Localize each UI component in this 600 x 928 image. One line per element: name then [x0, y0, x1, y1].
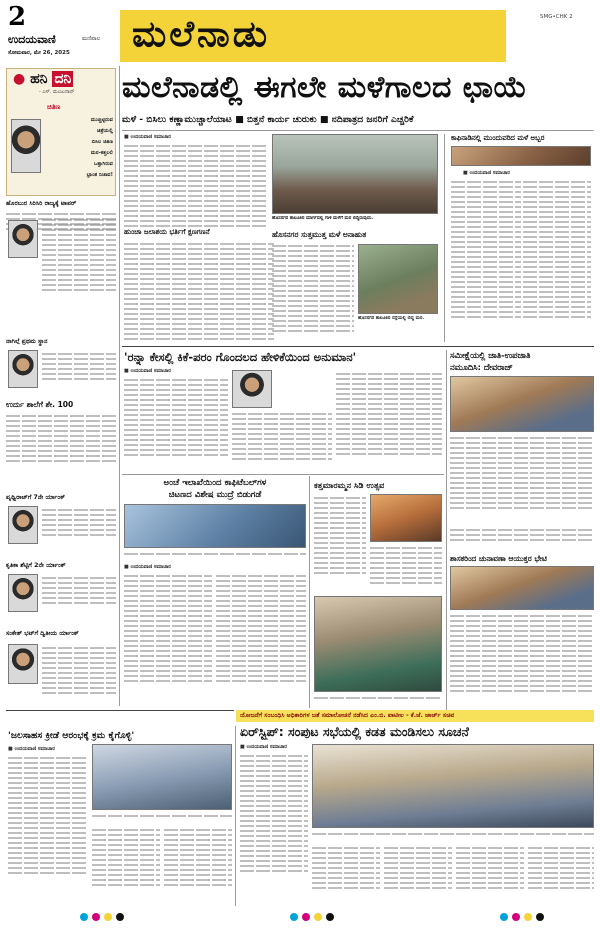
- festival-body: [314, 494, 366, 592]
- meeting-caption-left: [92, 812, 232, 824]
- paper-name: ಉದಯವಾಣಿ: [8, 33, 56, 46]
- story-body-lines: [42, 506, 116, 556]
- lead-body-dam: [124, 240, 274, 344]
- visit-body: [450, 612, 594, 708]
- story-headline: ಕೃತಿಕಾ ಶೆಟ್ಟಿಗೆ 2ನೇ ರ್ಯಾಂಕ್: [6, 562, 66, 569]
- airstrip-body-col4: [456, 844, 524, 904]
- festival-body-2: [370, 544, 442, 594]
- rana-case-headline: 'ರನ್ನಾ ಕೇಸಲ್ಲಿ ಕಿಕೆ-ಪರಂ ಗೊಂದಲದ ಹೇಳಿಕೆಯಿಂದ ಅನುಮಾನ': [124, 350, 357, 364]
- section-title: ಮಲೆನಾಡು: [132, 14, 271, 55]
- postal-headline-1: ಅಂಚೆ ಇಲಾಖೆಯಿಂದ ಕಾಫಿಟೆಬಲ್‌ಗಳ: [163, 478, 267, 488]
- color-dot: [92, 913, 100, 921]
- story-body-lines: [42, 644, 116, 734]
- color-dot: [314, 913, 322, 921]
- color-dot: [302, 913, 310, 921]
- poem-line: ಮನ-ಕತ್ತಲಲಿ: [90, 150, 113, 156]
- story-headline: ಪೃಥ್ವಿರಾಜ್‌ಗೆ 7ನೇ ರ್ಯಾಂಕ್: [6, 494, 66, 501]
- story-body-lines: [42, 350, 116, 396]
- lead-headline: ಮಲೆನಾಡಲ್ಲಿ ಈಗಲೇ ಮಳೆಗಾಲದ ಛಾಯೆ: [122, 70, 528, 105]
- lead-photo-caption: ಹೊಸನಗರ ತಾಲೂಕಿನ ಮಾರ್ಗದಲ್ಲಿ ಗಾಳಿ ಮಳೆಗೆ ಮರ ಬಿದ್ದಿರುವುದು.: [272, 216, 374, 221]
- right-story-body-col2: [523, 178, 591, 338]
- story-headline: ಹೊರಬುರ ಸಿರಿಸಿರಿ ರಾಜ್ಯಕ್ಕೆ ಟಾಪರ್: [6, 200, 77, 207]
- poem-line: ಭ್ರಾಂತ ನಿಜಾವ!: [86, 172, 113, 178]
- caste-survey-headline-1: ಸಮೀಕ್ಷೆಯಲ್ಲಿ ಜಾತಿ-ಉಪಜಾತಿ: [450, 350, 531, 360]
- postal-event-photo: [124, 504, 306, 548]
- column-rule: [309, 476, 310, 708]
- poem-author: - ಎಸ್. ಮಂಜುನಾಥ್: [39, 89, 75, 95]
- date-line: ಸೋಮವಾರ, ಮೇ 26, 2025: [8, 50, 70, 56]
- drop-icon: ●: [13, 71, 26, 87]
- airstrip-photo-caption: [312, 830, 594, 842]
- poem-line: ಬಿಸಿಲ ಚಿತಿಣ: [91, 139, 113, 145]
- rana-body-col1: [124, 376, 228, 472]
- bottom-banner-text: ಯೋಜನೆಗೆ ಸಂಬಂಧಿಸಿ ಅಧಿಕಾರಿಗಳ ಜತೆ ಸಮಾಲೋಚನೆ ನಡೆಸಿದ ಎಂ.ಬಿ. ಪಾಟೀಲ - ಕೆ.ಜೆ. ಜಾರ್ಜ್ ಸಚಿವ: [240, 712, 455, 719]
- lead-headline-band: [122, 66, 594, 112]
- lead-byline: ■ ಉದಯವಾಣಿ ಸಮಾಚಾರ: [124, 134, 171, 140]
- festival-crowd-photo: [314, 596, 442, 692]
- postal-body-col2: [216, 572, 306, 708]
- rana-body-col2: [232, 410, 332, 472]
- section-rule: [122, 474, 444, 475]
- poem-line: ಮುಚ್ಚಿಟ್ಟಿರುವ: [90, 117, 113, 123]
- student-photo: [8, 506, 38, 544]
- lead-subhead-damage: ಹೊಸನಗರ ಸುತ್ತಮುತ್ತ ಮಳೆ ಅನಾಹುತ: [272, 230, 367, 239]
- section-title-band: [120, 10, 506, 62]
- honey-dani-box: [6, 68, 116, 196]
- right-story-body: [451, 178, 521, 338]
- registration-marks: [0, 910, 600, 924]
- poem-line: ಚಿತ್ರೆಯಲ್ಲಿ: [96, 128, 113, 134]
- caste-survey-body-2: [450, 526, 594, 554]
- meeting-photo-left: [92, 744, 232, 810]
- lead-photo-truck: [272, 134, 438, 214]
- right-story-headline: ಕಾಫಿನಾಡಿನಲ್ಲಿ ಮುಂದುವರಿದ ಮಳೆ ಅಬ್ಬರ: [451, 134, 545, 142]
- color-dot: [116, 913, 124, 921]
- right-story-box: [444, 134, 594, 342]
- color-dot: [512, 913, 520, 921]
- poem-illustration: [11, 119, 41, 173]
- bottom-banner: [236, 710, 594, 722]
- right-story-photo: [451, 146, 591, 166]
- poem-title: ಚಿತಿಣ: [47, 103, 61, 111]
- color-dot: [104, 913, 112, 921]
- column-rule: [235, 726, 236, 906]
- color-dot: [290, 913, 298, 921]
- color-dot: [326, 913, 334, 921]
- festival-headline: ಕತ್ತಮಾರಮ್ಮನ ಸಿಡಿ ಉತ್ಸವ: [314, 480, 385, 490]
- dani-logo-text: ದನಿ: [54, 71, 72, 87]
- right-story-byline: ■ ಉದಯವಾಣಿ ಸಮಾಚಾರ: [463, 170, 510, 176]
- postal-byline: ■ ಉದಯವಾಣಿ ಸಮಾಚಾರ: [124, 564, 171, 570]
- section-rule: [6, 710, 234, 711]
- story-headline: ಉರ್ದು ಶಾಲೆಗೆ ಶೇ. 100: [6, 400, 74, 409]
- airstrip-body-col3: [384, 844, 452, 904]
- fallen-tree-photo: [358, 244, 438, 314]
- lead-kicker: ಮಳೆ - ಬಿಸಿಲು ಕಣ್ಣಾಮುಚ್ಚಾಲೆಯಾಟ ■ ಬಿತ್ತನೆ ಕಾರ್ಯ ಚುರುಕು ■ ನದಿಪಾತ್ರದ ಜನರಿಗೆ ಎಚ್ಚರಿಕೆ: [122, 114, 414, 125]
- caste-survey-body: [450, 434, 594, 524]
- color-dot: [80, 913, 88, 921]
- water-sports-body-col2: [92, 826, 160, 904]
- lead-body-damage: [272, 242, 354, 342]
- airstrip-byline: ■ ಉದಯವಾಣಿ ಸಮಾಚಾರ: [240, 744, 287, 750]
- airstrip-meeting-photo: [312, 744, 594, 828]
- masthead: [0, 0, 600, 64]
- rana-byline: ■ ಉದಯವಾಣಿ ಸಮಾಚಾರ: [124, 368, 171, 374]
- festival-photo-caption: [314, 694, 442, 708]
- airstrip-body-col1: [240, 752, 308, 904]
- lead-subhead-dam: ಹುಂಚಾ ಜಲಾಶಯ ಭರ್ತಿಗೆ ಕ್ಷಣಗಣನೆ: [124, 228, 210, 236]
- story-body-lines: [42, 216, 116, 336]
- edition-code: SMG•CHK 2: [540, 14, 573, 20]
- caste-survey-photo: [450, 376, 594, 432]
- column-rule: [446, 350, 447, 710]
- story-headline: ನಾಗಿಲ್ಗೆ ಪ್ರಥಮ ಸ್ಥಾನ: [6, 338, 48, 345]
- water-sports-body-col1: [8, 754, 88, 904]
- color-dot: [500, 913, 508, 921]
- water-sports-body-col3: [164, 826, 232, 904]
- student-photo: [8, 574, 38, 612]
- student-photo: [8, 220, 38, 258]
- student-photo: [8, 644, 38, 684]
- edition-name: ಮಣಿಪಾಲ: [82, 36, 101, 42]
- fallen-tree-caption: ಹೊಸನಗರ ತಾಲೂಕಿನ ರಸ್ತೆಯಲ್ಲಿ ಬಿದ್ದ ಮರ.: [358, 316, 425, 321]
- airstrip-body-col2: [312, 844, 380, 904]
- lead-body: [124, 142, 266, 228]
- honey-dani-logo: [13, 71, 73, 87]
- color-dot: [524, 913, 532, 921]
- student-photo: [8, 350, 38, 388]
- section-rule: [122, 346, 594, 347]
- postal-photo-caption: [124, 550, 306, 562]
- postal-body-col1: [124, 572, 212, 708]
- postal-headline-2: ಚಿಟಣದ ವಿಶೇಷ ಮುದ್ರೆ ಬಿಡುಗಡೆ: [168, 490, 262, 500]
- airstrip-headline: ಏರ್‌ಸ್ಟ್ರಿಪ್: ಸಂಪುಟ ಸಭೆಯಲ್ಲಿ ಕಡತ ಮಂಡಿಸಲು ಸೂಚನೆ: [240, 724, 469, 739]
- rana-body-col3: [336, 370, 442, 472]
- story-body-lines: [42, 574, 116, 624]
- visit-headline: ಶಾಸಕರಿಂದ ಚುನಾವಣಾ ಆಯುಕ್ತರ ಭೇಟಿ: [450, 554, 547, 563]
- poem-line: ಒತ್ತಾಗಿರುವ: [93, 161, 113, 167]
- story-body-lines: [6, 412, 116, 492]
- temple-photo: [370, 494, 442, 542]
- kicker-rule: [122, 130, 594, 131]
- visit-photo: [450, 566, 594, 610]
- airstrip-body-col5: [528, 844, 594, 904]
- water-sports-byline: ■ ಉದಯವಾಣಿ ಸಮಾಚಾರ: [8, 746, 55, 752]
- water-sports-headline: 'ಜಲಸಾಹಸ ಕ್ರೀಡೆ ಆರಂಭಕ್ಕೆ ಕ್ರಮ ಕೈಗೊಳ್ಳಿ': [8, 730, 135, 741]
- honey-logo-text: ಹನಿ: [30, 71, 48, 87]
- color-dot: [536, 913, 544, 921]
- story-headline: ಸಂಕೇತ್ ಭಟ್‌ಗೆ ದ್ವಿತೀಯ ರ್ಯಾಂಕ್: [6, 630, 79, 637]
- caste-survey-headline-2: ನಮೂದಿಸಿ: ದೇವರಾಜ್: [450, 362, 513, 372]
- politician-photo: [232, 370, 272, 408]
- column-rule: [119, 66, 120, 706]
- page-number: 2: [8, 2, 27, 32]
